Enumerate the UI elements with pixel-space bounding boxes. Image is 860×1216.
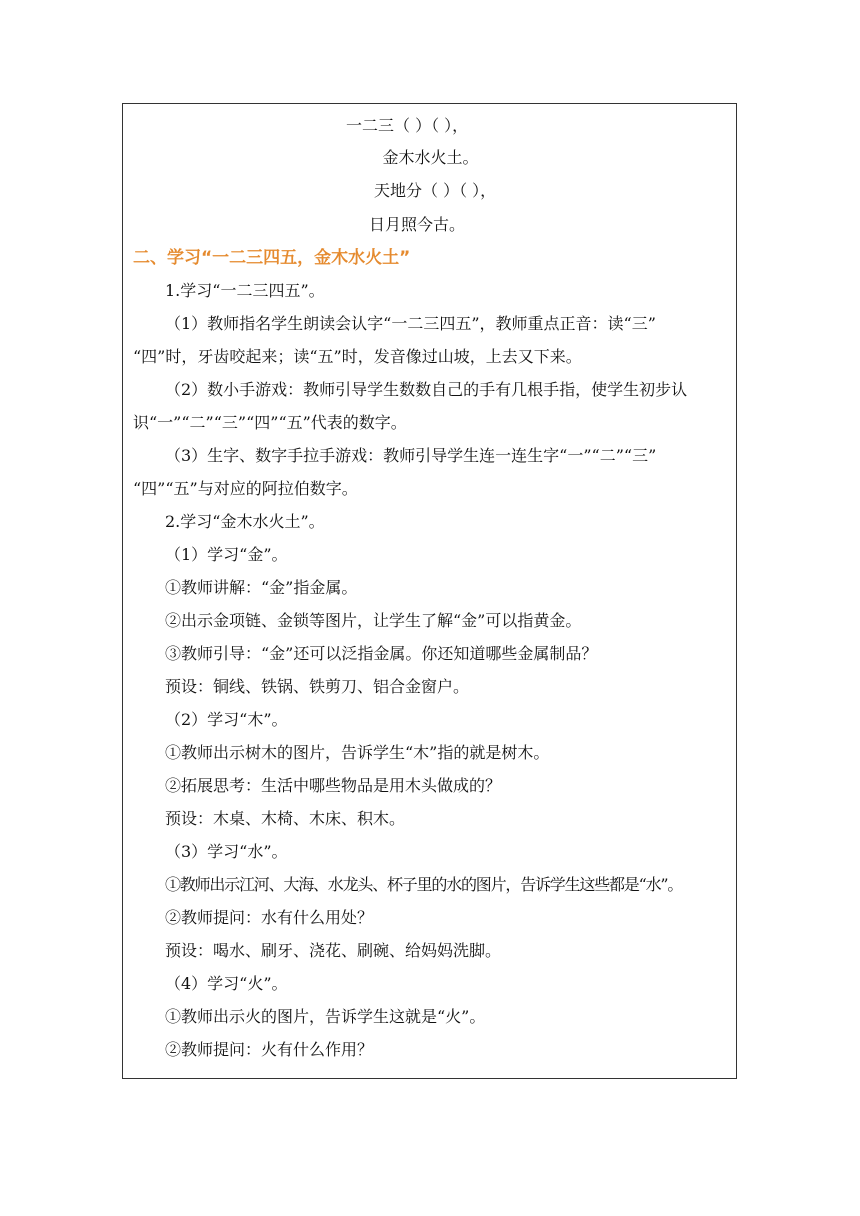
poem-line-2: 金木水火土。 bbox=[382, 148, 479, 167]
text-line: （3）生字、数字手拉手游戏：教师引导学生连一连生字“一”“二”“三” bbox=[165, 446, 657, 465]
text-line: ①教师讲解：“金”指金属。 bbox=[165, 578, 358, 597]
text-line: （1）学习“金”。 bbox=[165, 545, 288, 564]
text-line: ②教师提问：水有什么用处？ bbox=[165, 908, 374, 927]
lesson-table-cell bbox=[122, 103, 737, 1079]
text-line: ②教师提问：火有什么作用？ bbox=[165, 1040, 374, 1059]
text-line: “四”时，牙齿咬起来；读“五”时，发音像过山坡，上去又下来。 bbox=[133, 347, 582, 366]
poem-line-4: 日月照今古。 bbox=[369, 215, 466, 234]
text-line: ③教师引导：“金”还可以泛指金属。你还知道哪些金属制品？ bbox=[165, 644, 598, 663]
text-line: “四”“五”与对应的阿拉伯数字。 bbox=[133, 479, 358, 498]
text-line: （2）数小手游戏：教师引导学生数数自己的手有几根手指，使学生初步认 bbox=[165, 380, 688, 399]
section-heading: 二、学习“一二三四五，金木水火土” bbox=[133, 248, 411, 268]
text-line: ②拓展思考：生活中哪些物品是用木头做成的？ bbox=[165, 776, 502, 795]
text-line: 2.学习“金木水火土”。 bbox=[165, 512, 325, 531]
text-line: ①教师出示江河、大海、水龙头、杯子里的水的图片，告诉学生这些都是“水”。 bbox=[165, 875, 683, 894]
text-line: 预设：木桌、木椅、木床、积木。 bbox=[165, 809, 406, 828]
text-line: （3）学习“水”。 bbox=[165, 842, 288, 861]
poem-line-3: 天地分（ ）（ ）， bbox=[374, 181, 497, 200]
text-line: 识“一”“二”“三”“四”“五”代表的数字。 bbox=[133, 413, 407, 432]
text-line: ①教师出示火的图片，告诉学生这就是“火”。 bbox=[165, 1007, 486, 1026]
text-line: 预设：喝水、刷牙、浇花、刷碗、给妈妈洗脚。 bbox=[165, 941, 502, 960]
text-line: 预设：铜线、铁锅、铁剪刀、铝合金窗户。 bbox=[165, 677, 470, 696]
text-line: （4）学习“火”。 bbox=[165, 974, 288, 993]
poem-line-1: 一二三（ ）（ ）， bbox=[346, 116, 469, 135]
text-line: （2）学习“木”。 bbox=[165, 710, 288, 729]
text-line: 1.学习“一二三四五”。 bbox=[165, 281, 325, 300]
text-line: ②出示金项链、金锁等图片，让学生了解“金”可以指黄金。 bbox=[165, 611, 582, 630]
text-line: （1）教师指名学生朗读会认字“一二三四五”，教师重点正音：读“三” bbox=[165, 314, 656, 333]
text-line: ①教师出示树木的图片，告诉学生“木”指的就是树木。 bbox=[165, 743, 550, 762]
